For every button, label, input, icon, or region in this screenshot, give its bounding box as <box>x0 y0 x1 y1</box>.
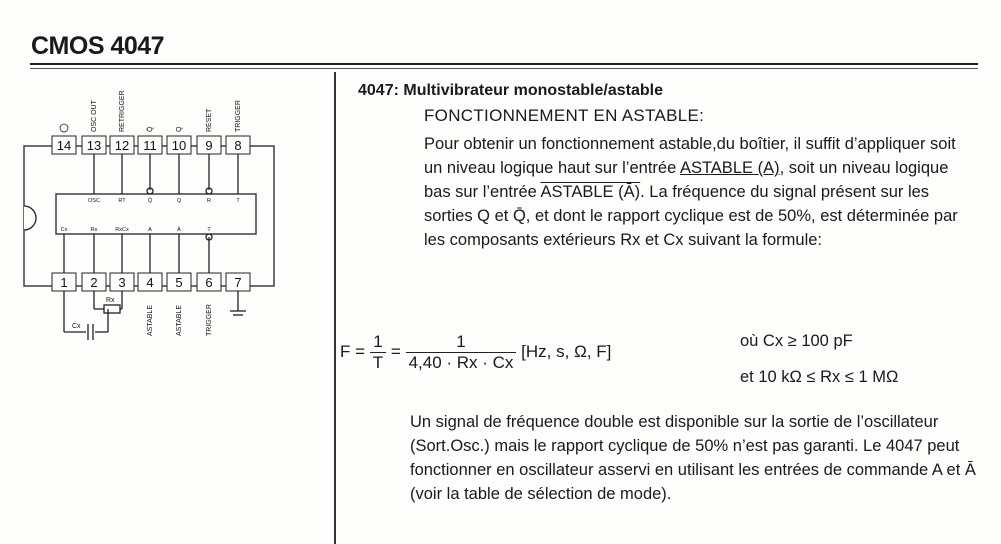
pin-3-label: 3 <box>118 275 126 290</box>
rx-resistor <box>104 305 120 313</box>
fraction-1-over-t <box>370 332 386 373</box>
pin-14-label: 14 <box>56 138 72 153</box>
label-q-bar: Q̄ <box>147 126 154 132</box>
astable-input-name: ASTABLE (A) <box>679 159 780 177</box>
pin-1-label: 1 <box>60 275 68 290</box>
inner-rxcx: RxCx <box>115 227 129 233</box>
chip-notch <box>24 206 36 230</box>
condition-rx: et 10 kΩ ≤ Rx ≤ 1 MΩ <box>740 368 899 386</box>
pin-5 <box>167 273 191 291</box>
inner-t2: T <box>207 227 211 233</box>
eq-units: [Hz, s, Ω, F] <box>521 341 612 361</box>
pin-10-label: 10 <box>171 138 187 153</box>
pin-7 <box>226 273 250 291</box>
inner-a-bar: Ā <box>177 227 181 233</box>
pin-5-label: 5 <box>175 275 183 290</box>
pin-12-label: 12 <box>114 138 130 153</box>
p1-text-b: , soit un niveau logique bas sur l’entrée <box>424 159 949 201</box>
pin-8-label: 8 <box>234 138 242 153</box>
astable-bar-input-name: ASTABLE (Ā) <box>540 183 641 201</box>
pin-2 <box>82 273 106 291</box>
pin-11 <box>138 136 162 154</box>
pin-13 <box>82 136 106 154</box>
pin-11-label: 11 <box>143 138 157 153</box>
frequency-formula: F = $\frac{1}{T}$ = $\frac{1}{4,40 \cdot Rx \cdot Cx}$ [Hz, s, Ω, F] <box>340 332 612 372</box>
page-title: CMOS 4047 <box>31 32 165 60</box>
pin-14 <box>52 136 76 154</box>
pin-4 <box>138 273 162 291</box>
label-astable: ASTABLE <box>147 305 154 336</box>
vdd-symbol <box>60 124 68 132</box>
label-q: Q <box>176 126 183 132</box>
chip-pinout-diagram <box>16 86 316 356</box>
eq-lhs: F = <box>340 341 366 361</box>
pin-13-label: 13 <box>86 138 102 153</box>
inner-osc: OSC <box>88 198 100 204</box>
eq-den-2: 4,40 · Rx · Cx <box>408 353 514 372</box>
eq-den-1: T <box>372 353 384 372</box>
p1-text-c: . La fréquence du signal présent sur les sorties Q et Q̄, et dont le rapport cyclique est de 50%, est déterminée par les composants extérieurs Rx et Cx suivant la formule: <box>424 183 958 249</box>
label-retrigger: RETRIGGER <box>119 90 126 132</box>
paragraph-double-frequency: Un signal de fréquence double est disponible sur la sortie de l’oscillateur (Sort.Osc.) mais le rapport cyclique de 50% n’est pas garanti. Le 4047 peut fonctionner en oscillateur asservi en utilisant les entrées de commande A et Ā (voir la table de sélection de mode). <box>410 413 976 503</box>
pin-4-label: 4 <box>146 275 154 290</box>
paragraph-astable <box>424 132 976 252</box>
label-osc-out: OSC OUT <box>91 100 98 132</box>
chip-body <box>24 146 274 286</box>
header-rule <box>30 63 978 65</box>
pin-6-label: 6 <box>205 275 213 290</box>
chip-inner-block <box>56 194 256 234</box>
pin-1 <box>52 273 76 291</box>
p1-text-a: Pour obtenir un fonctionnement astable,du boîtier, il suffit d’appliquer soit un niveau logique haut sur l’entrée <box>424 135 956 177</box>
inner-cx: Cx <box>60 227 68 233</box>
column-divider <box>334 72 336 544</box>
pin-7-label: 7 <box>234 275 242 290</box>
label-trigger-in: TRIGGER <box>206 304 213 336</box>
pin-9-label: 9 <box>205 138 213 153</box>
inner-t: T <box>236 198 240 204</box>
label-astable-bar: ASTABLE <box>176 305 183 336</box>
inner-r: R <box>207 198 211 204</box>
fraction-rc <box>406 332 517 373</box>
pin-8 <box>226 136 250 154</box>
pin-6 <box>197 273 221 291</box>
label-reset: RESET <box>206 108 213 132</box>
inner-q-bar: Q̄ <box>147 198 153 204</box>
inner-a: A <box>148 227 152 233</box>
eq-num-2: 1 <box>406 332 517 353</box>
label-trigger: TRIGGER <box>235 100 242 132</box>
header-rule-thin <box>30 68 978 69</box>
section-heading: 4047: Multivibrateur monostable/astable <box>358 82 663 99</box>
cx-label: Cx <box>72 323 81 330</box>
pin-10 <box>167 136 191 154</box>
section-subheading: FONCTIONNEMENT EN ASTABLE: <box>424 106 705 125</box>
pin-3 <box>110 273 134 291</box>
condition-cx: où Cx ≥ 100 pF <box>740 332 853 350</box>
pin-12 <box>110 136 134 154</box>
rx-label: Rx <box>106 297 115 304</box>
eq-num-1: 1 <box>370 332 386 353</box>
pin-2-label: 2 <box>90 275 98 290</box>
inner-rt: RT <box>118 198 126 204</box>
pin-9 <box>197 136 221 154</box>
inner-rx: Rx <box>90 227 98 233</box>
inner-q: Q <box>176 198 182 204</box>
